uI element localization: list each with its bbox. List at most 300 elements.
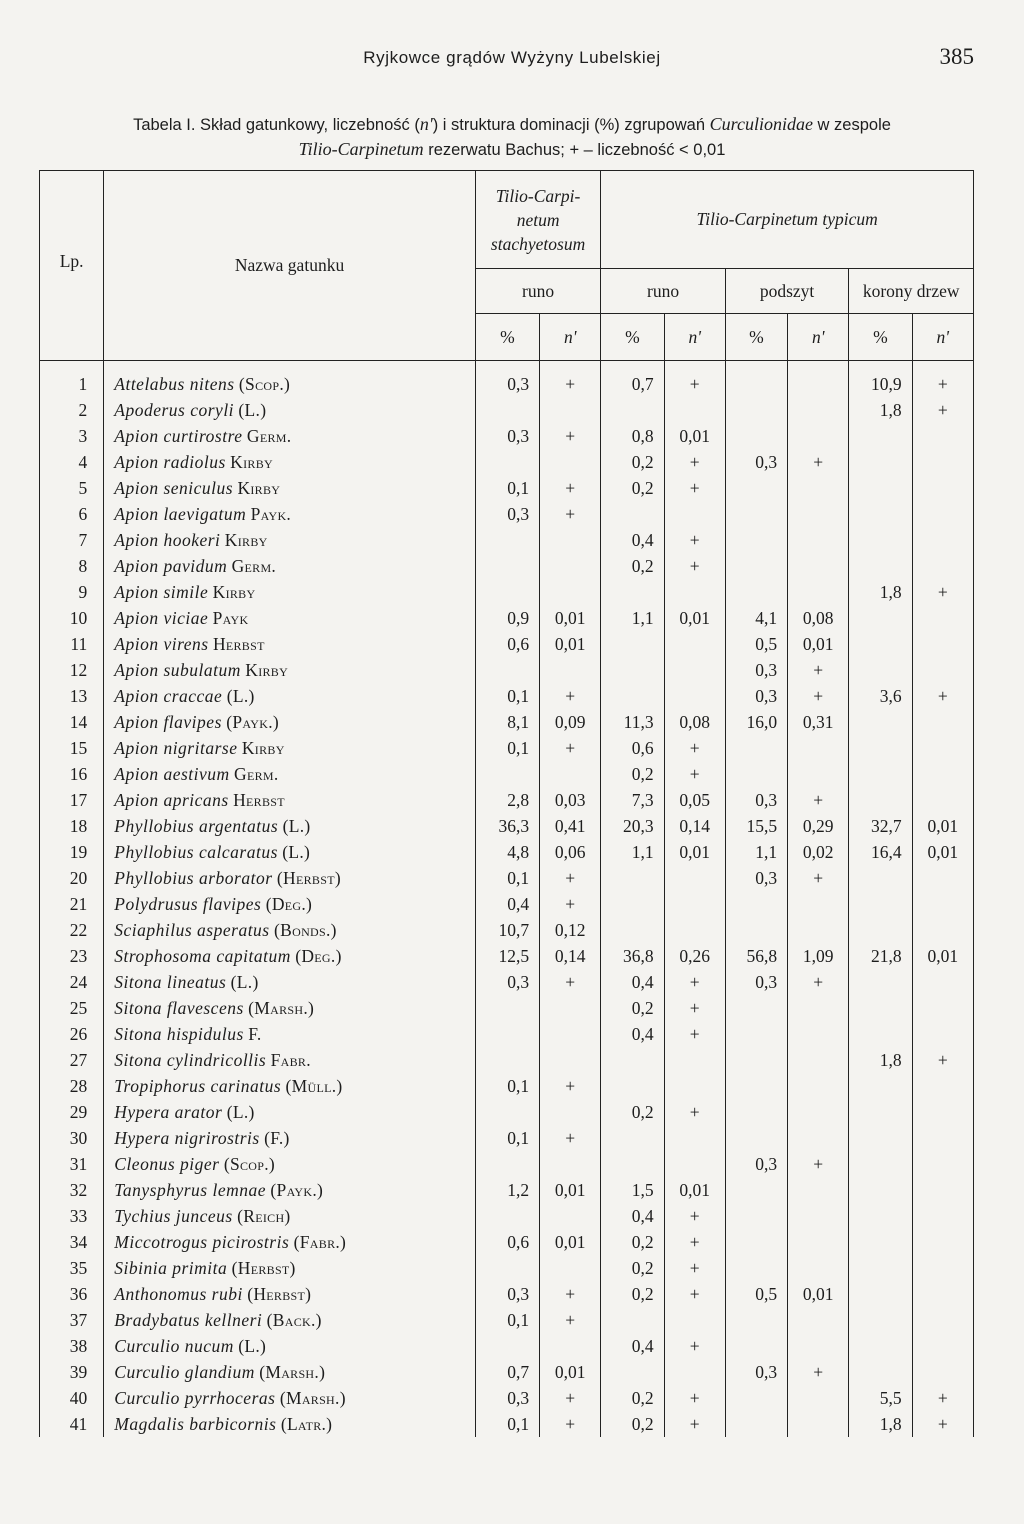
table-body — [40, 361, 974, 1438]
table-row — [40, 1047, 974, 1073]
species-name — [104, 1099, 476, 1125]
cell-korony-pct — [849, 1203, 912, 1229]
cell-podszyt-pct — [725, 527, 787, 553]
row-number: 23 — [40, 943, 104, 969]
species-binomial: Apion aestivum — [114, 764, 230, 784]
cell-podszyt-n: + — [788, 1151, 849, 1177]
table-row — [40, 501, 974, 527]
cell-runo-stach-pct: 0,3 — [475, 969, 539, 995]
species-binomial: Phyllobius arborator — [114, 868, 273, 888]
cell-korony-pct — [849, 709, 912, 735]
cell-podszyt-n — [788, 1047, 849, 1073]
cell-runo-stach-pct: 0,1 — [475, 475, 539, 501]
cell-podszyt-n — [788, 1099, 849, 1125]
cell-runo-stach-pct: 0,3 — [475, 501, 539, 527]
species-binomial: Apion simile — [114, 582, 209, 602]
cell-runo-stach-pct — [475, 1333, 539, 1359]
caption-text: ) i struktura dominacji (%) zgrupowań — [432, 116, 710, 134]
header-n: n' — [912, 314, 973, 361]
cell-podszyt-pct: 0,3 — [725, 969, 787, 995]
cell-runo-typ-pct: 0,6 — [601, 735, 664, 761]
cell-podszyt-n: 0,29 — [788, 813, 849, 839]
cell-korony-n — [912, 1099, 973, 1125]
table-row — [40, 397, 974, 423]
species-binomial: Strophosoma capitatum — [114, 946, 291, 966]
table-row — [40, 553, 974, 579]
species-binomial: Sciaphilus asperatus — [114, 920, 270, 940]
species-author: Herbst — [212, 634, 265, 654]
cell-runo-stach-pct: 0,1 — [475, 1073, 539, 1099]
species-author: (Marsh.) — [279, 1388, 346, 1408]
cell-korony-pct — [849, 1359, 912, 1385]
species-binomial: Sibinia primita — [114, 1258, 228, 1278]
cell-runo-stach-n: + — [540, 423, 601, 449]
table-row — [40, 917, 974, 943]
table-row — [40, 631, 974, 657]
species-binomial: Curculio nucum — [114, 1336, 234, 1356]
cell-podszyt-pct — [725, 579, 787, 605]
species-author: (L.) — [238, 1336, 267, 1356]
cell-korony-pct — [849, 761, 912, 787]
cell-podszyt-pct: 0,3 — [725, 657, 787, 683]
cell-runo-typ-n: + — [664, 761, 725, 787]
cell-runo-typ-pct — [601, 865, 664, 891]
species-author: (Deg.) — [295, 946, 342, 966]
species-author: (Herbst) — [276, 868, 341, 888]
cell-runo-typ-n — [664, 631, 725, 657]
cell-korony-n — [912, 553, 973, 579]
cell-podszyt-n — [788, 1411, 849, 1437]
cell-runo-typ-pct — [601, 917, 664, 943]
cell-korony-n — [912, 1333, 973, 1359]
cell-runo-typ-pct: 0,2 — [601, 1229, 664, 1255]
cell-runo-typ-n — [664, 1359, 725, 1385]
cell-korony-n — [912, 1125, 973, 1151]
cell-korony-n — [912, 1177, 973, 1203]
cell-podszyt-pct — [725, 1047, 787, 1073]
species-binomial: Hypera arator — [114, 1102, 223, 1122]
cell-runo-typ-n — [664, 1307, 725, 1333]
species-table — [39, 170, 974, 1437]
cell-runo-stach-n — [540, 1333, 601, 1359]
cell-korony-n — [912, 1359, 973, 1385]
species-author: Germ. — [234, 764, 279, 784]
cell-korony-pct — [849, 995, 912, 1021]
header-stachyetosum — [475, 171, 601, 269]
cell-runo-typ-n — [664, 1151, 725, 1177]
cell-runo-stach-pct — [475, 397, 539, 423]
row-number: 38 — [40, 1333, 104, 1359]
cell-korony-n: 0,01 — [912, 943, 973, 969]
cell-podszyt-n — [788, 1333, 849, 1359]
row-number: 14 — [40, 709, 104, 735]
cell-runo-stach-n: 0,09 — [540, 709, 601, 735]
species-binomial: Apoderus coryli — [114, 400, 235, 420]
header-stachyetosum-line: netum — [516, 209, 560, 230]
cell-runo-typ-pct — [601, 397, 664, 423]
species-binomial: Apion laevigatum — [114, 504, 247, 524]
cell-runo-stach-pct: 0,7 — [475, 1359, 539, 1385]
species-name — [104, 527, 476, 553]
cell-runo-typ-pct: 0,4 — [601, 969, 664, 995]
cell-runo-stach-n: 0,01 — [540, 1177, 601, 1203]
caption-n-symbol: n' — [419, 114, 433, 134]
cell-podszyt-n — [788, 527, 849, 553]
cell-runo-typ-n: + — [664, 527, 725, 553]
cell-runo-typ-pct: 1,1 — [601, 839, 664, 865]
cell-korony-n — [912, 1151, 973, 1177]
table-row — [40, 1073, 974, 1099]
cell-korony-pct — [849, 501, 912, 527]
cell-runo-stach-n: 0,12 — [540, 917, 601, 943]
cell-runo-typ-pct: 36,8 — [601, 943, 664, 969]
row-number: 19 — [40, 839, 104, 865]
cell-runo-stach-n — [540, 1255, 601, 1281]
caption-text: rezerwatu Bachus; + – liczebność < 0,01 — [423, 141, 726, 159]
cell-podszyt-pct: 0,3 — [725, 683, 787, 709]
species-name — [104, 1021, 476, 1047]
cell-korony-n — [912, 1307, 973, 1333]
species-binomial: Tropiphorus carinatus — [114, 1076, 282, 1096]
row-number: 40 — [40, 1385, 104, 1411]
cell-korony-n — [912, 1203, 973, 1229]
table-row — [40, 1255, 974, 1281]
cell-runo-typ-pct — [601, 683, 664, 709]
cell-runo-stach-n: + — [540, 501, 601, 527]
cell-korony-pct: 21,8 — [849, 943, 912, 969]
cell-korony-n: + — [912, 579, 973, 605]
cell-podszyt-n: + — [788, 683, 849, 709]
row-number: 17 — [40, 787, 104, 813]
cell-podszyt-n: 1,09 — [788, 943, 849, 969]
cell-runo-stach-pct: 0,3 — [475, 371, 539, 397]
table-caption — [0, 112, 1024, 162]
species-name — [104, 995, 476, 1021]
cell-podszyt-n — [788, 761, 849, 787]
cell-korony-n — [912, 787, 973, 813]
species-name — [104, 735, 476, 761]
table-row — [40, 1411, 974, 1437]
cell-runo-stach-pct — [475, 1047, 539, 1073]
species-author: (Latr.) — [280, 1414, 333, 1434]
species-name — [104, 579, 476, 605]
species-name — [104, 1047, 476, 1073]
species-name — [104, 1073, 476, 1099]
header-podszyt: podszyt — [725, 269, 849, 314]
cell-podszyt-pct: 56,8 — [725, 943, 787, 969]
species-author: Kirby — [241, 738, 285, 758]
cell-runo-stach-n: + — [540, 475, 601, 501]
species-author: Herbst — [233, 790, 285, 810]
cell-runo-stach-n — [540, 449, 601, 475]
cell-korony-n: + — [912, 1047, 973, 1073]
cell-runo-typ-n: + — [664, 1333, 725, 1359]
cell-podszyt-n — [788, 1255, 849, 1281]
cell-runo-stach-n: 0,01 — [540, 1359, 601, 1385]
cell-runo-typ-pct: 0,2 — [601, 1255, 664, 1281]
cell-runo-stach-pct — [475, 579, 539, 605]
cell-runo-stach-n: 0,06 — [540, 839, 601, 865]
species-binomial: Sitona cylindricollis — [114, 1050, 267, 1070]
species-binomial: Hypera nigrirostris — [114, 1128, 260, 1148]
species-name — [104, 657, 476, 683]
caption-family-name: Curculionidae — [709, 114, 813, 134]
cell-podszyt-pct: 0,3 — [725, 1359, 787, 1385]
cell-podszyt-pct — [725, 917, 787, 943]
table-row — [40, 527, 974, 553]
species-binomial: Apion viciae — [114, 608, 209, 628]
row-number: 16 — [40, 761, 104, 787]
cell-runo-stach-pct — [475, 449, 539, 475]
row-number: 39 — [40, 1359, 104, 1385]
cell-runo-typ-pct — [601, 501, 664, 527]
species-binomial: Anthonomus rubi — [114, 1284, 243, 1304]
cell-runo-typ-n: + — [664, 1255, 725, 1281]
cell-podszyt-pct — [725, 995, 787, 1021]
cell-korony-pct — [849, 657, 912, 683]
cell-podszyt-pct — [725, 1307, 787, 1333]
cell-runo-stach-pct — [475, 527, 539, 553]
cell-runo-stach-n: + — [540, 371, 601, 397]
row-number: 41 — [40, 1411, 104, 1437]
table-row — [40, 709, 974, 735]
cell-podszyt-n — [788, 1229, 849, 1255]
cell-runo-stach-pct: 0,3 — [475, 423, 539, 449]
header-lp: Lp. — [40, 171, 104, 361]
cell-runo-stach-n: + — [540, 1385, 601, 1411]
table-row — [40, 1125, 974, 1151]
species-binomial: Apion hookeri — [114, 530, 221, 550]
cell-korony-n — [912, 735, 973, 761]
cell-runo-stach-n — [540, 1021, 601, 1047]
species-binomial: Curculio glandium — [114, 1362, 255, 1382]
cell-runo-stach-n: + — [540, 1411, 601, 1437]
cell-korony-pct: 16,4 — [849, 839, 912, 865]
cell-runo-stach-n — [540, 397, 601, 423]
species-binomial: Apion nigritarse — [114, 738, 238, 758]
cell-runo-typ-n: 0,14 — [664, 813, 725, 839]
cell-podszyt-pct: 0,3 — [725, 1151, 787, 1177]
species-name — [104, 969, 476, 995]
cell-runo-typ-pct: 0,8 — [601, 423, 664, 449]
cell-runo-typ-pct — [601, 1073, 664, 1099]
cell-runo-typ-n: 0,01 — [664, 839, 725, 865]
cell-runo-typ-n — [664, 865, 725, 891]
cell-runo-typ-n: 0,08 — [664, 709, 725, 735]
table-row — [40, 1177, 974, 1203]
cell-podszyt-n — [788, 553, 849, 579]
cell-runo-stach-pct: 0,1 — [475, 683, 539, 709]
species-binomial: Polydrusus flavipes — [114, 894, 262, 914]
cell-runo-stach-pct — [475, 553, 539, 579]
cell-podszyt-n: + — [788, 787, 849, 813]
table-row — [40, 371, 974, 397]
cell-korony-pct: 10,9 — [849, 371, 912, 397]
species-author: Kirby — [212, 582, 256, 602]
cell-korony-n — [912, 449, 973, 475]
cell-runo-stach-pct — [475, 1151, 539, 1177]
cell-runo-typ-pct: 0,7 — [601, 371, 664, 397]
row-number: 11 — [40, 631, 104, 657]
cell-podszyt-pct: 0,3 — [725, 787, 787, 813]
cell-korony-pct — [849, 1229, 912, 1255]
species-binomial: Apion subulatum — [114, 660, 241, 680]
cell-runo-typ-pct — [601, 891, 664, 917]
row-number: 37 — [40, 1307, 104, 1333]
cell-podszyt-n — [788, 501, 849, 527]
cell-podszyt-pct: 0,5 — [725, 1281, 787, 1307]
cell-runo-typ-pct: 11,3 — [601, 709, 664, 735]
cell-runo-stach-n: + — [540, 1125, 601, 1151]
page-number: 385 — [939, 44, 974, 69]
cell-runo-stach-pct — [475, 1203, 539, 1229]
species-author: (Payk.) — [226, 712, 280, 732]
cell-podszyt-pct — [725, 371, 787, 397]
cell-podszyt-n: + — [788, 969, 849, 995]
caption-association-name: Tilio-Carpinetum — [298, 139, 424, 159]
cell-podszyt-n: + — [788, 1359, 849, 1385]
cell-korony-pct — [849, 1021, 912, 1047]
row-number: 26 — [40, 1021, 104, 1047]
cell-runo-stach-pct: 12,5 — [475, 943, 539, 969]
cell-runo-typ-n: 0,26 — [664, 943, 725, 969]
cell-podszyt-pct — [725, 1099, 787, 1125]
species-name — [104, 1307, 476, 1333]
species-binomial: Apion seniculus — [114, 478, 234, 498]
table-row — [40, 813, 974, 839]
cell-podszyt-pct — [725, 1255, 787, 1281]
species-author: (Herbst) — [231, 1258, 296, 1278]
species-binomial: Attelabus nitens — [114, 374, 235, 394]
cell-korony-pct — [849, 423, 912, 449]
row-number: 15 — [40, 735, 104, 761]
cell-runo-typ-pct: 0,4 — [601, 527, 664, 553]
row-number: 13 — [40, 683, 104, 709]
row-number: 6 — [40, 501, 104, 527]
cell-korony-n — [912, 1255, 973, 1281]
cell-runo-typ-n: + — [664, 553, 725, 579]
row-number: 30 — [40, 1125, 104, 1151]
species-name — [104, 1255, 476, 1281]
species-author: (Scop.) — [223, 1154, 276, 1174]
species-author: Kirby — [245, 660, 289, 680]
cell-podszyt-pct: 1,1 — [725, 839, 787, 865]
caption-line-1 — [0, 112, 1024, 137]
row-number: 10 — [40, 605, 104, 631]
species-binomial: Apion curtirostre — [114, 426, 243, 446]
cell-runo-stach-n: 0,14 — [540, 943, 601, 969]
cell-runo-typ-n — [664, 1125, 725, 1151]
cell-runo-stach-pct: 0,1 — [475, 735, 539, 761]
cell-runo-typ-n: 0,01 — [664, 605, 725, 631]
cell-runo-typ-n: + — [664, 1021, 725, 1047]
cell-korony-pct — [849, 735, 912, 761]
species-name — [104, 813, 476, 839]
cell-korony-pct — [849, 1177, 912, 1203]
cell-korony-n — [912, 1229, 973, 1255]
species-binomial: Magdalis barbicornis — [114, 1414, 277, 1434]
species-author: Kirby — [230, 452, 273, 472]
header-runo-stachyetosum: runo — [475, 269, 601, 314]
cell-runo-typ-pct: 7,3 — [601, 787, 664, 813]
cell-runo-typ-n: + — [664, 449, 725, 475]
cell-runo-typ-n: + — [664, 969, 725, 995]
cell-runo-stach-pct — [475, 1255, 539, 1281]
table-row — [40, 1307, 974, 1333]
species-name — [104, 1125, 476, 1151]
species-name — [104, 761, 476, 787]
cell-runo-typ-n: 0,01 — [664, 423, 725, 449]
cell-korony-n — [912, 1021, 973, 1047]
table-row — [40, 943, 974, 969]
cell-podszyt-pct: 0,3 — [725, 449, 787, 475]
cell-korony-pct: 1,8 — [849, 1047, 912, 1073]
cell-runo-stach-n — [540, 1047, 601, 1073]
cell-podszyt-n — [788, 1125, 849, 1151]
species-author: (F.) — [264, 1128, 290, 1148]
table-row — [40, 787, 974, 813]
cell-podszyt-n — [788, 423, 849, 449]
cell-korony-pct — [849, 1151, 912, 1177]
cell-korony-pct — [849, 917, 912, 943]
species-author: (Herbst) — [247, 1284, 312, 1304]
row-number: 28 — [40, 1073, 104, 1099]
cell-runo-typ-pct: 0,2 — [601, 449, 664, 475]
cell-korony-n — [912, 1281, 973, 1307]
species-author: Germ. — [246, 426, 292, 446]
cell-runo-typ-pct: 0,2 — [601, 553, 664, 579]
species-author: Payk. — [250, 504, 292, 524]
cell-runo-typ-pct — [601, 579, 664, 605]
species-binomial: Apion virens — [114, 634, 209, 654]
cell-runo-typ-n: + — [664, 735, 725, 761]
table-row — [40, 1151, 974, 1177]
species-name — [104, 787, 476, 813]
species-binomial: Sitona lineatus — [114, 972, 227, 992]
cell-podszyt-n — [788, 1307, 849, 1333]
row-number: 9 — [40, 579, 104, 605]
species-author: (Reich) — [237, 1206, 291, 1226]
species-binomial: Curculio pyrrhoceras — [114, 1388, 276, 1408]
cell-runo-typ-n: 0,01 — [664, 1177, 725, 1203]
species-author: (L.) — [282, 816, 311, 836]
table-row — [40, 735, 974, 761]
table-row — [40, 605, 974, 631]
row-number: 31 — [40, 1151, 104, 1177]
cell-runo-stach-n: 0,01 — [540, 1229, 601, 1255]
cell-podszyt-pct — [725, 1385, 787, 1411]
row-number: 24 — [40, 969, 104, 995]
header-percent: % — [601, 314, 664, 361]
table-row — [40, 1021, 974, 1047]
table-row — [40, 865, 974, 891]
cell-runo-typ-n: + — [664, 1229, 725, 1255]
table-row — [40, 1333, 974, 1359]
species-binomial: Bradybatus kellneri — [114, 1310, 263, 1330]
cell-podszyt-pct: 0,3 — [725, 865, 787, 891]
cell-korony-pct — [849, 1333, 912, 1359]
species-name — [104, 397, 476, 423]
row-number: 25 — [40, 995, 104, 1021]
species-name — [104, 1229, 476, 1255]
species-author: (Payk.) — [270, 1180, 324, 1200]
table-row — [40, 1281, 974, 1307]
header-n: n' — [540, 314, 601, 361]
table-row — [40, 839, 974, 865]
table-row — [40, 1203, 974, 1229]
cell-korony-n — [912, 1073, 973, 1099]
table-row — [40, 475, 974, 501]
